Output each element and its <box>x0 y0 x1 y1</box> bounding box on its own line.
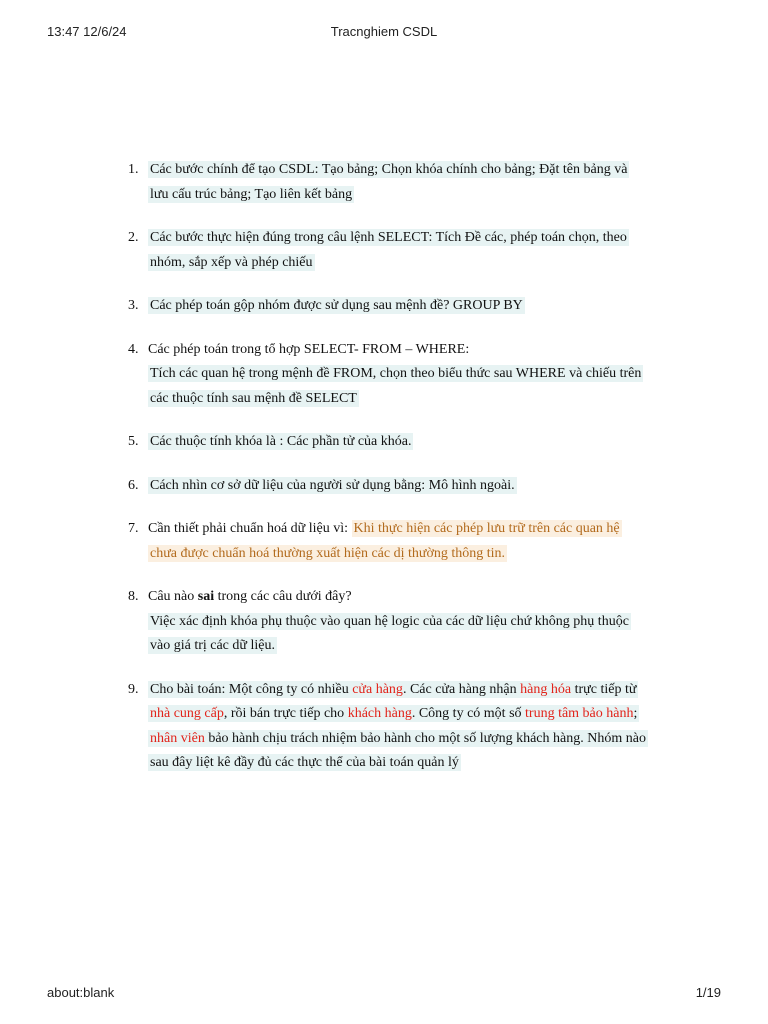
item-answer: Tích các quan hệ trong mệnh đề FROM, chọn theo biểu thức sau WHERE và chiếu trên các thuộc tính sau mệnh đề SELECT <box>150 366 642 406</box>
item-number: 7. <box>128 521 139 536</box>
page-url: about:blank <box>47 985 115 1000</box>
list-item <box>128 678 648 776</box>
entity-term: nhân viên <box>150 730 205 746</box>
item-number: 2. <box>128 230 139 245</box>
item-answer-highlighted: Khi thực hiện các phép lưu trữ trên các quan hệ chưa được chuẩn hoá thường xuất hiện các dị thường thông tin. <box>150 521 620 561</box>
entity-term: khách hàng <box>347 706 412 721</box>
list-item <box>128 430 648 455</box>
item-text: Các phép toán gộp nhóm được sử dụng sau mệnh đề? GROUP BY <box>150 298 523 313</box>
entity-term: nhà cung cấp <box>150 706 224 721</box>
item-number: 3. <box>128 298 139 313</box>
entity-term: hàng hóa <box>520 681 572 697</box>
document-title: Tracnghiem CSDL <box>330 24 438 39</box>
item-text-part: . Các cửa hàng nhận <box>402 681 521 697</box>
item-text-part: . Công ty có một số <box>411 706 526 721</box>
item-text-part: Cho bài toán: Một công ty có nhiều <box>150 681 353 697</box>
entity-term: trung tâm bảo hành <box>525 706 634 721</box>
item-text-part: ; <box>633 706 638 721</box>
list-item <box>128 294 648 319</box>
item-number: 1. <box>128 162 139 177</box>
list-item <box>128 338 648 412</box>
list-item <box>128 226 648 275</box>
list-item <box>128 474 648 499</box>
item-text-part: bảo hành chịu trách nhiệm bảo hành cho một số lượng khách hàng. Nhóm nào sau đây liệt kê đầy đủ các thực thể của bài toán quản lý <box>150 730 646 770</box>
question-list <box>128 158 648 795</box>
list-item <box>128 517 648 566</box>
item-text: Các bước chính để tạo CSDL: Tạo bảng; Chọn khóa chính cho bảng; Đặt tên bảng và lưu cấu trúc bảng; Tạo liên kết bảng <box>150 162 628 202</box>
item-text-part: , rồi bán trực tiếp cho <box>223 706 348 721</box>
item-number: 6. <box>128 477 139 493</box>
item-question <box>148 585 648 610</box>
item-number: 4. <box>128 341 139 357</box>
print-datetime: 13:47 12/6/24 <box>47 24 127 39</box>
item-number: 5. <box>128 434 139 449</box>
item-question: Các phép toán trong tổ hợp SELECT- FROM – WHERE: <box>148 341 470 357</box>
list-item <box>128 158 648 207</box>
item-number: 8. <box>128 589 139 604</box>
entity-term: cửa hàng <box>352 681 403 697</box>
item-text: Các thuộc tính khóa là : Các phần tử của khóa. <box>150 434 412 449</box>
page-number: 1/19 <box>695 985 721 1000</box>
question-text: trong các câu dưới đây? <box>217 589 352 604</box>
list-item <box>128 585 648 659</box>
question-emphasis: sai <box>197 589 215 604</box>
item-text: Các bước thực hiện đúng trong câu lệnh SELECT: Tích Đề các, phép toán chọn, theo nhóm, sắp xếp và phép chiếu <box>150 230 627 270</box>
item-text-part: trực tiếp từ <box>571 681 637 697</box>
item-number: 9. <box>128 681 139 697</box>
question-text: Câu nào <box>148 589 195 604</box>
item-answer: Việc xác định khóa phụ thuộc vào quan hệ logic của các dữ liệu chứ không phụ thuộc vào giá trị các dữ liệu. <box>150 613 629 653</box>
item-question: Cần thiết phải chuẩn hoá dữ liệu vì: <box>148 521 349 536</box>
item-text <box>148 681 648 772</box>
item-text: Cách nhìn cơ sở dữ liệu của người sử dụng bằng: Mô hình ngoài. <box>150 477 515 493</box>
